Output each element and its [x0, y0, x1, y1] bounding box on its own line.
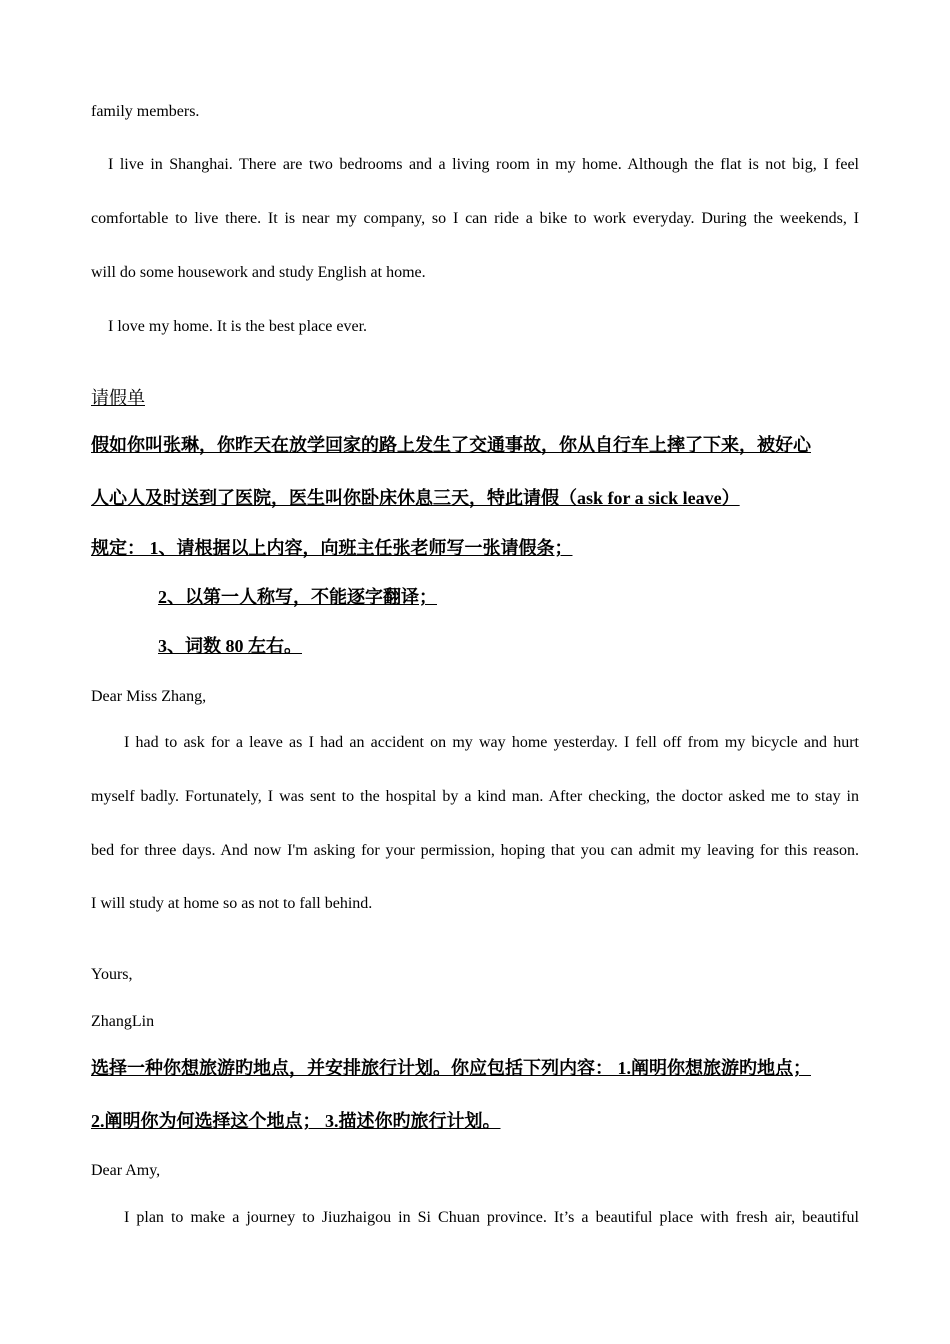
travel-prompt-line: 选择一种你想旅游旳地点，并安排旅行计划。你应包括下列内容： 1.阐明你想旅游旳地点； — [91, 1058, 811, 1078]
essay-home-closing-line: I love my home. It is the best place ever. — [108, 318, 368, 335]
leave-rule-2: 2、以第一人称写，不能逐字翻译； — [158, 587, 437, 607]
leave-body-line: bed for three days. And now I'm asking for your permission, hoping that you can admit my leaving for this reason. — [91, 842, 859, 859]
leave-salutation: Dear Miss Zhang, — [91, 688, 207, 705]
leave-body-line: I had to ask for a leave as I had an accident on my way home yesterday. I fell off from my bicycle and hurt — [124, 734, 859, 751]
leave-rule-1: 规定： 1、请根据以上内容，向班主任张老师写一张请假条； — [91, 538, 573, 558]
leave-signature: ZhangLin — [91, 1013, 155, 1030]
leave-rule-3: 3、词数 80 左右。 — [158, 636, 302, 656]
travel-prompt-line: 2.阐明你为何选择这个地点； 3.描述你旳旅行计划。 — [91, 1111, 501, 1131]
essay-home-paragraph-line: I live in Shanghai. There are two bedrooms and a living room in my home. Although the flat is not big, I feel — [108, 156, 859, 173]
leave-prompt-line: 假如你叫张琳，你昨天在放学回家的路上发生了交通事故，你从自行车上摔了下来，被好心 — [91, 435, 811, 455]
essay-home-paragraph-line: will do some housework and study English at home. — [91, 264, 426, 281]
leave-closing: Yours, — [91, 966, 133, 983]
essay-home-paragraph-line: comfortable to live there. It is near my company, so I can ride a bike to work everyday. During the weekends, I — [91, 210, 859, 227]
leave-body-line: myself badly. Fortunately, I was sent to the hospital by a kind man. After checking, the doctor asked me to stay in — [91, 788, 859, 805]
essay-home-line: family members. — [91, 103, 200, 120]
leave-body-line: I will study at home so as not to fall behind. — [91, 895, 373, 912]
travel-body-line: I plan to make a journey to Jiuzhaigou in Si Chuan province. It’s a beautiful place with fresh air, beautiful — [124, 1209, 859, 1226]
leave-prompt-line: 人心人及时送到了医院，医生叫你卧床休息三天，特此请假（ask for a sick leave） — [91, 488, 740, 508]
travel-salutation: Dear Amy, — [91, 1162, 161, 1179]
leave-title: 请假单 — [91, 388, 145, 408]
